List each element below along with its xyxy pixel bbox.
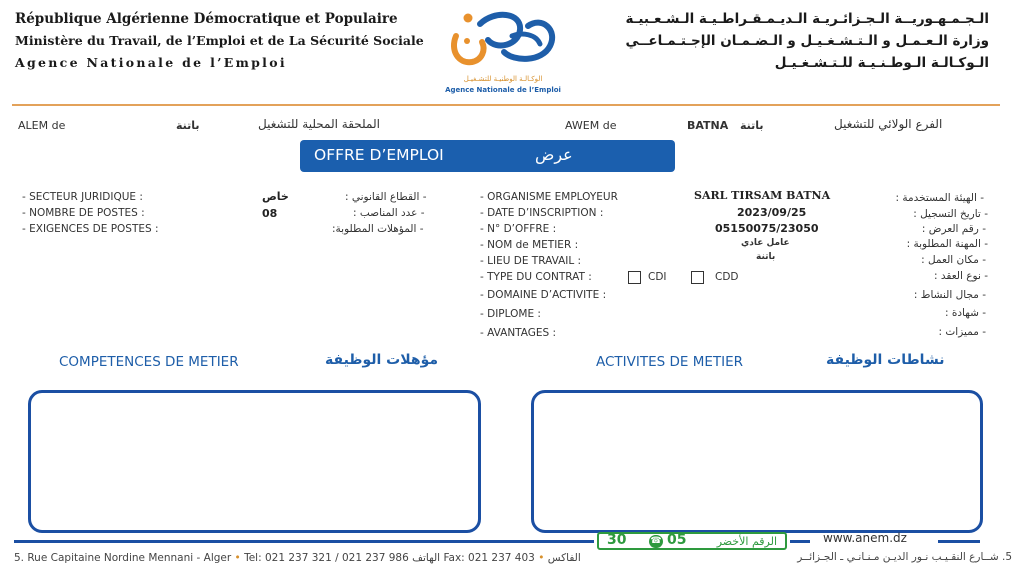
- cdi-label: CDI: [648, 271, 667, 283]
- awem-value-ar: باتنة: [740, 119, 764, 132]
- republic-name-ar: الـجـمـهـوريــة الـجـزائـريـة الـديـمـقـراطـيـة الـشـعـبيـة: [625, 11, 989, 27]
- activites-box[interactable]: [531, 390, 983, 533]
- green-number-b: 05: [667, 532, 687, 548]
- header-divider: [12, 104, 1000, 106]
- website-link[interactable]: www.anem.dz: [823, 531, 907, 545]
- header-french: [15, 8, 424, 74]
- metier-value: عامل عادي: [741, 238, 790, 248]
- offre-number-label: - N° D’OFFRE :: [480, 223, 557, 235]
- metier-label: - NOM de METIER :: [480, 239, 579, 251]
- logo-text-ar: الوكـالـة الوطنيـة للتشـغيـل: [463, 75, 543, 83]
- organisme-label: - ORGANISME EMPLOYEUR: [480, 191, 618, 203]
- address-tel-ar: الهاتف: [412, 552, 441, 564]
- agency-name-ar: الـوكـالـة الـوطـنـيـة للـتـشـغـيـل: [774, 55, 989, 71]
- date-value: 2023/09/25: [737, 206, 807, 219]
- ministry-name-ar: وزارة الـعـمـل و الـتـشـغـيـل و الـضـمـان الإجـتـمـاعــي: [625, 33, 989, 49]
- lieu-value: باتنة: [756, 252, 776, 262]
- activites-heading-fr: ACTIVITES DE METIER: [596, 354, 744, 370]
- avantages-label: - AVANTAGES :: [480, 327, 557, 339]
- separator-dot-icon: •: [538, 552, 545, 564]
- alem-value: باتنة: [176, 119, 200, 132]
- date-label: - DATE D’INSCRIPTION :: [480, 207, 604, 219]
- offre-number-label-ar: - رقم العرض :: [921, 223, 986, 235]
- lieu-label-ar: - مكان العمل :: [921, 254, 986, 266]
- awem-label: AWEM de: [565, 119, 617, 132]
- organisme-value: SARL TIRSAM BATNA: [694, 189, 831, 202]
- footer-address-fr: [14, 552, 581, 564]
- cdi-checkbox[interactable]: [628, 271, 641, 284]
- ministry-name-fr: Ministère du Travail, de l’Emploi et de La Sécurité Sociale: [15, 33, 424, 48]
- domaine-label-ar: - مجال النشاط :: [913, 289, 986, 301]
- address-fax: Fax: 021 237 403: [443, 552, 535, 564]
- metier-label-ar: - المهنة المطلوبة :: [906, 238, 988, 250]
- anem-logo-icon: [442, 6, 564, 74]
- offre-number-value: 05150075/23050: [715, 222, 819, 235]
- exigences-label: - EXIGENCES DE POSTES :: [22, 223, 159, 235]
- footer-divider-mid: [790, 540, 810, 543]
- offer-title-fr: OFFRE D’EMPLOI: [314, 146, 444, 164]
- address-tel: Tel: 021 237 321 / 021 237 986: [244, 552, 409, 564]
- avantages-label-ar: - مميزات :: [938, 326, 986, 338]
- agency-name-fr: Agence Nationale de l’Emploi: [15, 55, 287, 70]
- awem-value-fr: BATNA: [687, 119, 729, 132]
- separator-dot-icon: •: [234, 552, 241, 564]
- postes-label-ar: - عدد المناصب :: [353, 207, 425, 219]
- date-label-ar: - تاريخ التسجيل :: [913, 208, 988, 220]
- lieu-label: - LIEU DE TRAVAIL :: [480, 255, 582, 267]
- header-arabic: [625, 8, 989, 74]
- address-street: 5. Rue Capitaine Nordine Mennani - Alger: [14, 552, 232, 564]
- organisme-label-ar: - الهيئة المستخدمة :: [895, 192, 984, 204]
- green-number-badge: [597, 532, 787, 550]
- secteur-label: - SECTEUR JURIDIQUE :: [22, 191, 143, 203]
- exigences-label-ar: - المؤهلات المطلوبة:: [332, 223, 424, 235]
- competences-heading-fr: COMPETENCES DE METIER: [59, 354, 239, 370]
- secteur-value: خاص: [262, 190, 289, 203]
- footer-address-ar: 5. شــارع النقـيـب نـور الديـن مـنـانـي ـ الجـزائــر: [797, 551, 1012, 563]
- competences-box[interactable]: [28, 390, 481, 533]
- diplome-label: - DIPLOME :: [480, 308, 541, 320]
- alem-label: ALEM de: [18, 119, 66, 132]
- green-number-label: الرقم الأخضر: [716, 535, 777, 548]
- address-fax-ar: الفاكس: [547, 552, 581, 564]
- cdd-label: CDD: [715, 271, 739, 283]
- postes-label: - NOMBRE DE POSTES :: [22, 207, 145, 219]
- domaine-label: - DOMAINE D’ACTIVITE :: [480, 289, 607, 301]
- alem-label-ar: الملحقة المحلية للتشغيل: [258, 117, 380, 131]
- phone-icon: ☎: [650, 536, 662, 546]
- logo-text-fr: Agence Nationale de l’Emploi: [445, 86, 561, 94]
- green-number-a: 30: [607, 532, 627, 548]
- diplome-label-ar: - شهادة :: [944, 307, 986, 319]
- activites-heading-ar: نشاطات الوظيفة: [826, 352, 945, 368]
- contrat-label: - TYPE DU CONTRAT :: [480, 271, 592, 283]
- offer-title-ar: عرض: [535, 145, 573, 164]
- footer-divider-right: [938, 540, 980, 543]
- footer-divider-left: [14, 540, 594, 543]
- competences-heading-ar: مؤهلات الوظيفة: [325, 352, 439, 368]
- secteur-label-ar: - القطاع القانوني :: [345, 191, 427, 203]
- anem-logo: [438, 6, 568, 98]
- cdd-checkbox[interactable]: [691, 271, 704, 284]
- postes-value: 08: [262, 207, 278, 220]
- awem-label-ar: الفرع الولائي للتشغيل: [834, 117, 943, 131]
- republic-name-fr: République Algérienne Démocratique et Populaire: [15, 11, 398, 27]
- contrat-label-ar: - نوع العقد :: [934, 270, 988, 282]
- offer-banner: [300, 140, 675, 172]
